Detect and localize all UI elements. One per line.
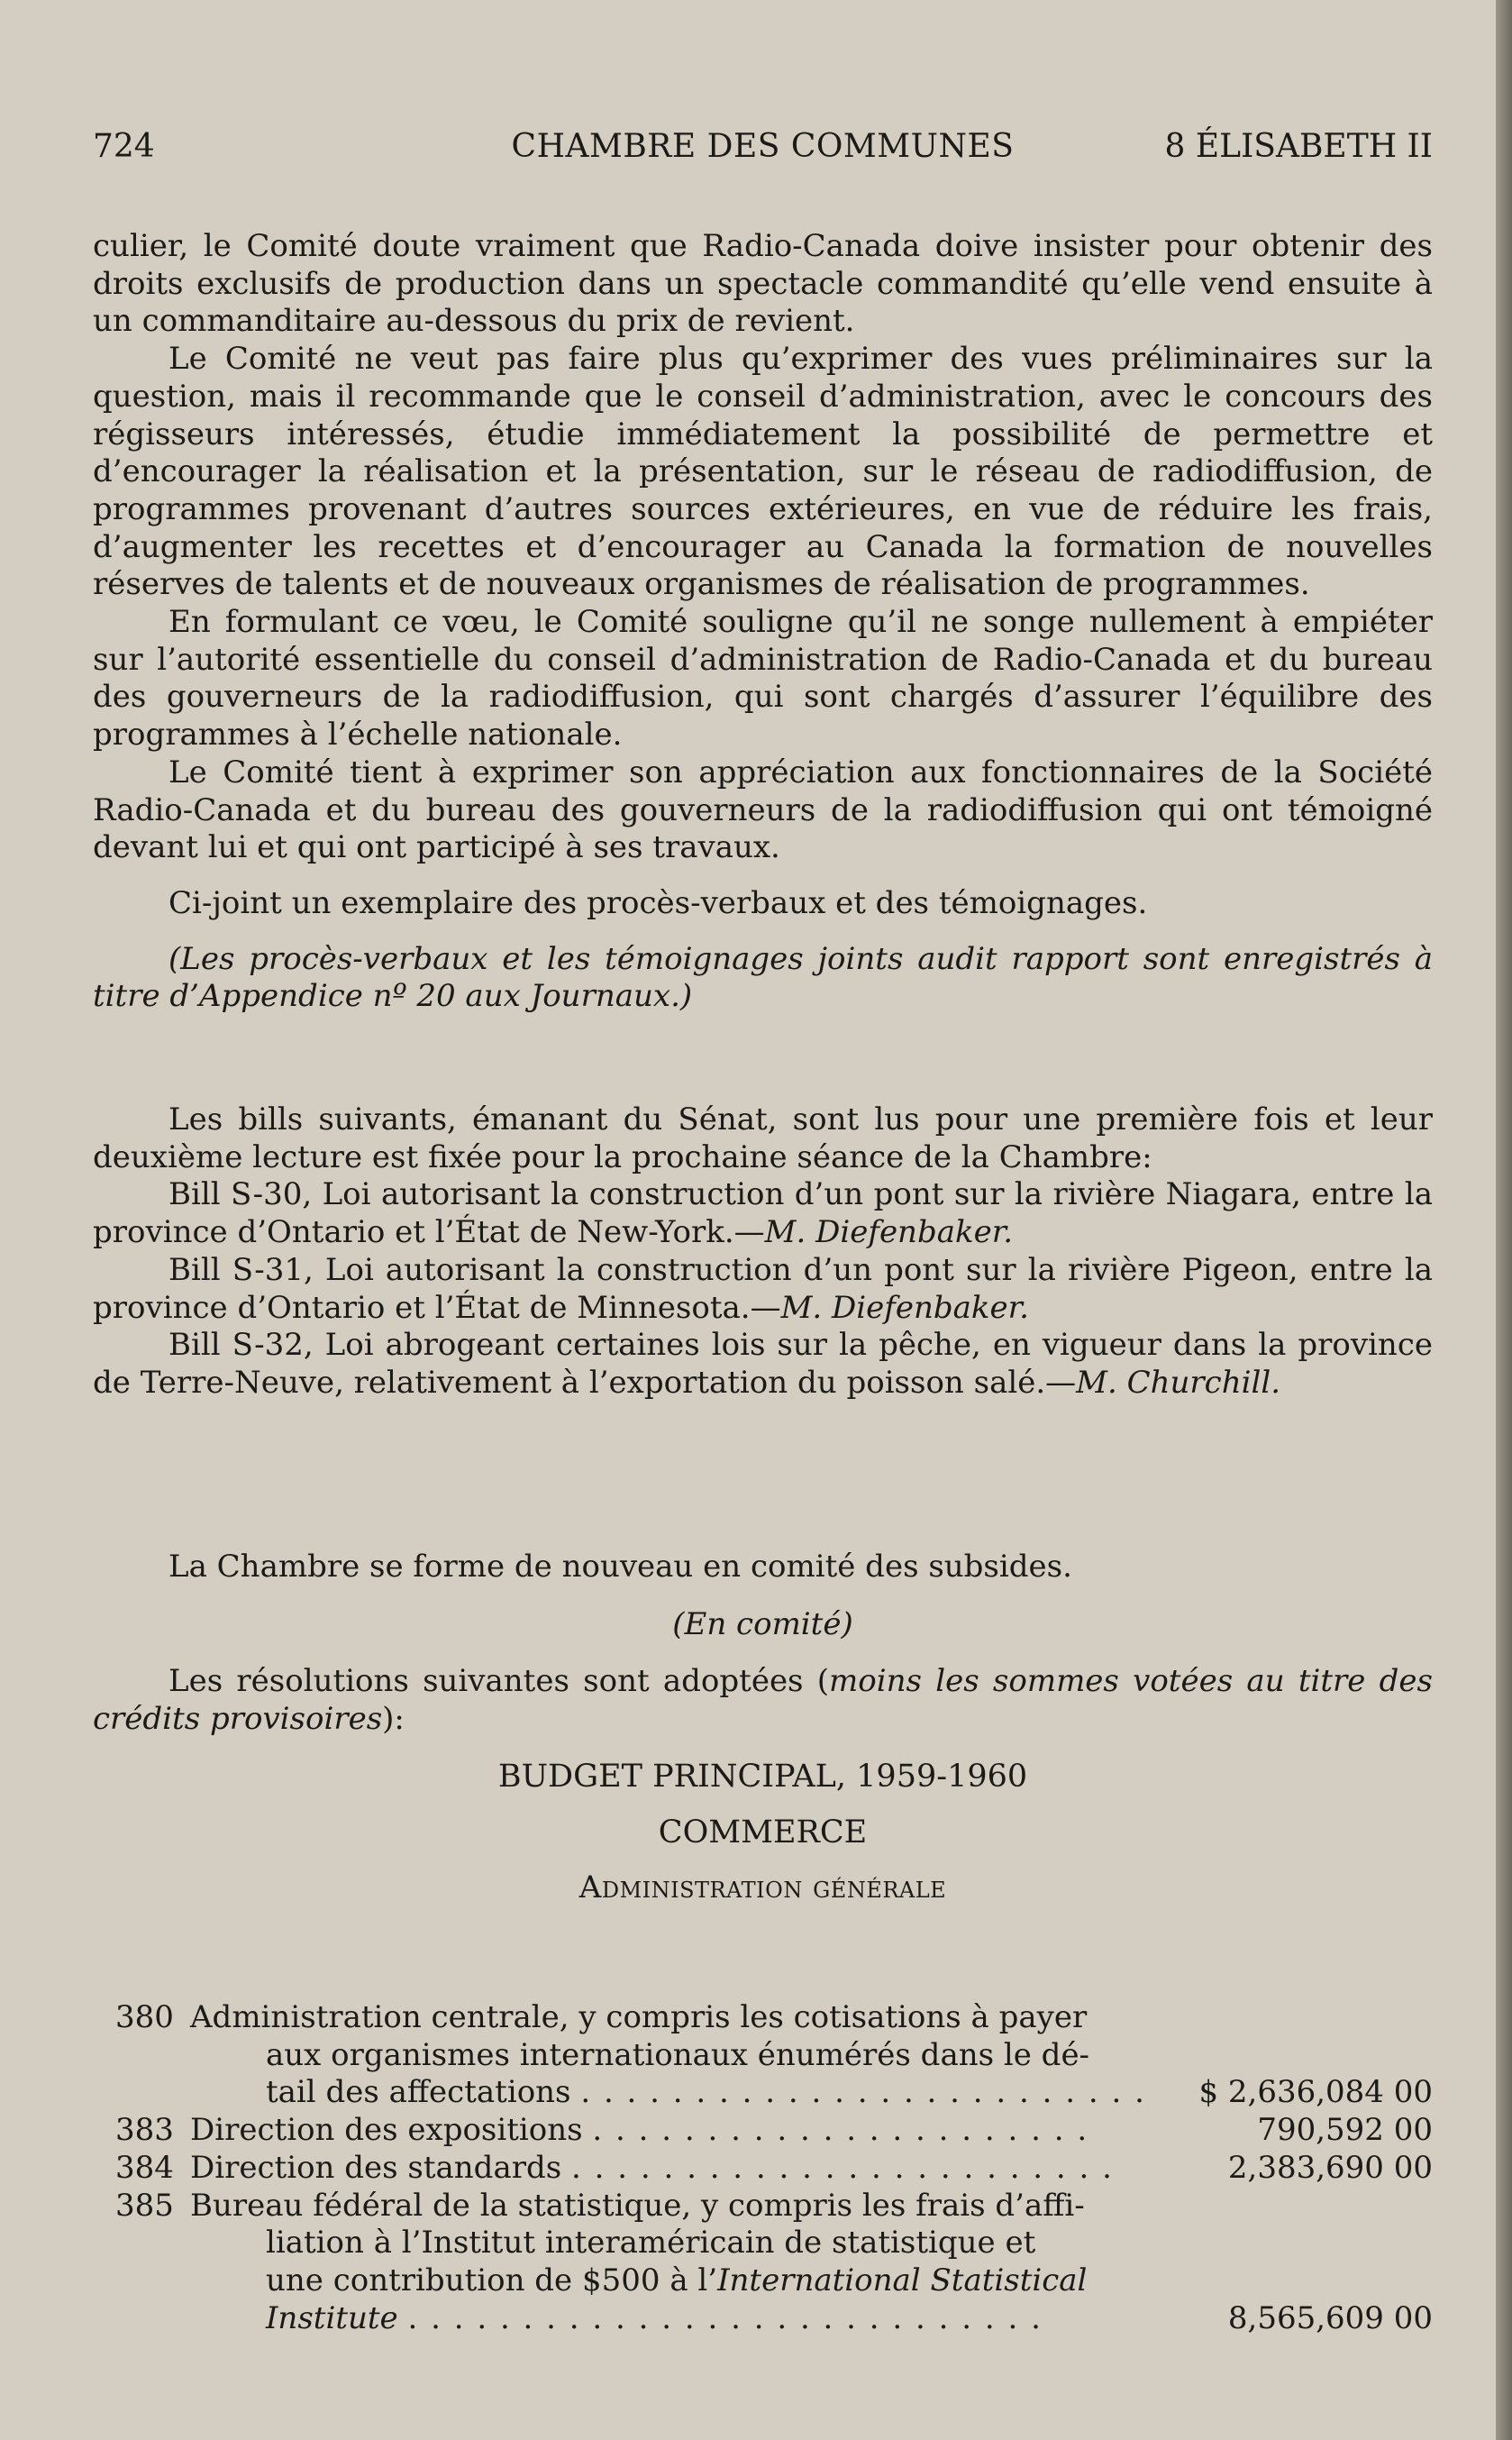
department-title: COMMERCE xyxy=(658,1814,868,1851)
paragraph-9: Les résolutions suivantes sont adoptées (moins les sommes votées au titre des crédits provisoires): xyxy=(93,1663,1434,1738)
estimate-item: 384 Direction des standards . . . . . . . . . . . . . . . . . . . . . . . . 2,383,690 00 xyxy=(115,2149,1433,2186)
paragraph-3: En formulant ce vœu, le Comité souligne qu’il ne songe nullement à empiéter sur l’autorité essentielle du conseil d’administration de Radio-Canada et du bureau des gouverneurs de la radiodiffusion, qui sont chargés d’assurer l’équilibre des programmes à l’échelle nationale. xyxy=(93,604,1433,754)
bill-s31-sponsor: M. Diefenbaker. xyxy=(780,1289,1029,1326)
estimates-list xyxy=(93,1999,1433,2337)
paragraph-6 xyxy=(93,941,1433,1016)
section-title: Administration générale xyxy=(578,1869,947,1906)
binding-edge xyxy=(1496,0,1512,2440)
estimate-item: 380 Administration centrale, y compris les cotisations à payer aux organismes internationaux énumérés dans le dé- tail des affectations . . . . . . . . . . . . . . . . . . . . . . . . . $ 2,636,084 00 xyxy=(115,1999,1433,2111)
paragraph-7: Les bills suivants, émanant du Sénat, sont lus pour une première fois et leur deuxième lecture est fixée pour la prochaine séance de la Chambre: xyxy=(93,1101,1433,1175)
bill-s31 xyxy=(93,1252,1433,1327)
report-text xyxy=(93,228,1433,1016)
page-header xyxy=(93,128,1433,173)
paragraph-4: Le Comité tient à exprimer son appréciation aux fonctionnaires de la Société Radio-Canada et du bureau des gouverneurs de la radiodiffusion qui ont témoigné devant lui et qui ont participé à ses travaux. xyxy=(93,754,1433,866)
bill-s31-text: Bill S-31, Loi autorisant la construction d’un pont sur la rivière Pigeon, entre la province d’Ontario et l’État de Minnesota.— xyxy=(93,1251,1433,1326)
reign-year: 8 ÉLISABETH II xyxy=(1164,128,1433,165)
vote-amount: 2,383,690 00 xyxy=(1227,2149,1433,2186)
vote-number: 380 xyxy=(115,1999,174,2035)
estimate-item: 385 Bureau fédéral de la statistique, y compris les frais d’affi- liation à l’Institut interaméricain de statistique et une contribution de $500 à l’International Statistical Institute . . . . . . . . . . . . . . . . . . . . . . . . . . . . 8,565,609 00 xyxy=(115,2187,1433,2336)
page-number: 724 xyxy=(93,128,155,165)
bill-s30-text: Bill S-30, Loi autorisant la construction d’un pont sur la rivière Niagara, entre la province d’Ontario et l’État de New-York.— xyxy=(93,1176,1433,1251)
committee-section xyxy=(93,1549,1433,1907)
vote-number: 385 xyxy=(115,2187,174,2224)
vote-amount: $ 2,636,084 00 xyxy=(1198,2074,1433,2110)
vote-amount: 8,565,609 00 xyxy=(1227,2299,1433,2336)
senate-bills xyxy=(93,1101,1433,1403)
budget-title: BUDGET PRINCIPAL, 1959-1960 xyxy=(497,1758,1028,1795)
paragraph-8: La Chambre se forme de nouveau en comité des subsides. xyxy=(169,1549,1072,1585)
running-title: CHAMBRE DES COMMUNES xyxy=(511,128,1015,165)
bill-s32-sponsor: M. Churchill. xyxy=(1076,1364,1281,1401)
bill-s30 xyxy=(93,1176,1433,1251)
paragraph-2: Le Comité ne veut pas faire plus qu’exprimer des vues préliminaires sur la question, mais il recommande que le conseil d’administration, avec le concours des régisseurs intéressés, étudie immédiatement la possibilité de permettre et d’encourager la réalisation et la présentation, sur le réseau de radiodiffusion, de programmes provenant d’autres sources extérieures, en vue de réduire les frais, d’augmenter les recettes et d’encourager au Canada la formation de nouvelles réserves de talents et de nouveaux organismes de réalisation de programmes. xyxy=(93,341,1433,603)
paragraph-1: culier, le Comité doute vraiment que Radio-Canada doive insister pour obtenir des droits exclusifs de production dans un spectacle commandité qu’elle vend ensuite à un commanditaire au-dessous du prix de revient. xyxy=(93,228,1433,340)
appendix-note: (Les procès-verbaux et les témoignages joints audit rapport sont enregistrés à titre d’Appendice nº 20 aux Journaux.) xyxy=(93,940,1433,1015)
vote-amount: 790,592 00 xyxy=(1257,2112,1433,2149)
en-comite: (En comité) xyxy=(672,1605,853,1642)
bill-s30-sponsor: M. Diefenbaker. xyxy=(764,1214,1014,1251)
vote-number: 383 xyxy=(115,2112,174,2149)
bill-s32 xyxy=(93,1327,1433,1402)
vote-number: 384 xyxy=(115,2149,174,2186)
paragraph-5: Ci-joint un exemplaire des procès-verbaux et des témoignages. xyxy=(169,884,1148,921)
bill-s32-text: Bill S-32, Loi abrogeant certaines lois sur la pêche, en vigueur dans la province de Terre-Neuve, relativement à l’exportation du poisson salé.— xyxy=(93,1327,1433,1401)
estimate-item: 383 Direction des expositions . . . . . . . . . . . . . . . . . . . . . . 790,592 00 xyxy=(115,2112,1433,2149)
